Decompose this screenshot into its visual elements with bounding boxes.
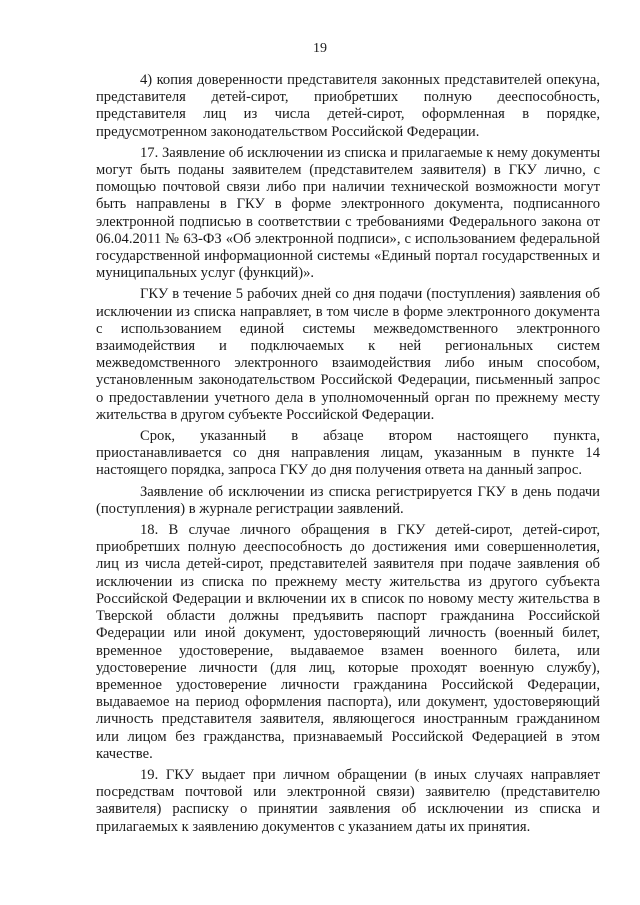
paragraph-clause-19: 19. ГКУ выдает при личном обращении (в иных случаях направляет посредствам почтовой или электронной связи) заявителю (представителю заявителя) расписку о принятии заявления об исключении из списка и прилагаемых к заявлению документов с указанием даты их принятия. bbox=[96, 766, 600, 835]
paragraph-clause-17: 17. Заявление об исключении из списка и прилагаемые к нему документы могут быть поданы заявителем (представителем заявителя) в ГКУ лично, с помощью почтовой связи либо при наличии технической возможности могут быть направлены в ГКУ в форме электронного документа, подписанного электронной подписью в соответствии с требованиями Федерального закона от 06.04.2011 № 63-ФЗ «Об электронной подписи», с использованием федеральной государственной информационной системы «Единый портал государственных и муниципальных услуг (функций)». bbox=[96, 144, 600, 282]
paragraph-deadline-suspension: Срок, указанный в абзаце втором настоящего пункта, приостанавливается со дня направления лицам, указанным в пункте 14 настоящего порядка, запроса ГКУ до дня получения ответа на данный запрос. bbox=[96, 428, 600, 479]
page-number: 19 bbox=[313, 41, 327, 56]
paragraph-request-procedure: ГКУ в течение 5 рабочих дней со дня подачи (поступления) заявления об исключении из списка направляет, в том числе в форме электронного документа с использованием единой системы межведомственного электронного взаимодействия и подключаемых к ней региональных систем межведомственного электронного взаимодействия либо иным способом, установленным законодательством Российской Федерации, письменный запрос о предоставлении учетного дела в уполномоченный орган по прежнему месту жительства в другом субъекте Российской Федерации. bbox=[96, 286, 600, 423]
paragraph-clause-18: 18. В случае личного обращения в ГКУ детей-сирот, детей-сирот, приобретших полную дееспособность до достижения ими совершеннолетия, лиц из числа детей-сирот, представителей заявителя при подаче заявления об исключении из списка по прежнему месту жительства из другого субъекта Российской Федерации и включении их в список по новому месту жительства в Тверской области должны предъявить паспорт гражданина Российской Федерации или иной документ, удостоверяющий личность (военный билет, временное удостоверение, выдаваемое взамен военного билета, или удостоверение личности (для лиц, которые проходят военную службу), временное удостоверение личности гражданина Российской Федерации, выдаваемое на период оформления паспорта), или документ, удостоверяющий личность представителя заявителя, являющегося иностранным гражданином или лицом без гражданства, признаваемый Российской Федерацией в этом качестве. bbox=[96, 522, 600, 762]
paragraph-registration: Заявление об исключении из списка регистрируется ГКУ в день подачи (поступления) в журнале регистрации заявлений. bbox=[96, 483, 600, 517]
paragraph-item-4: 4) копия доверенности представителя законных представителей опекуна, представителя детей-сирот, приобретших полную дееспособность, представителя лиц из числа детей-сирот, оформленная в порядке, предусмотренном законодательством Российской Федерации. bbox=[96, 72, 600, 140]
